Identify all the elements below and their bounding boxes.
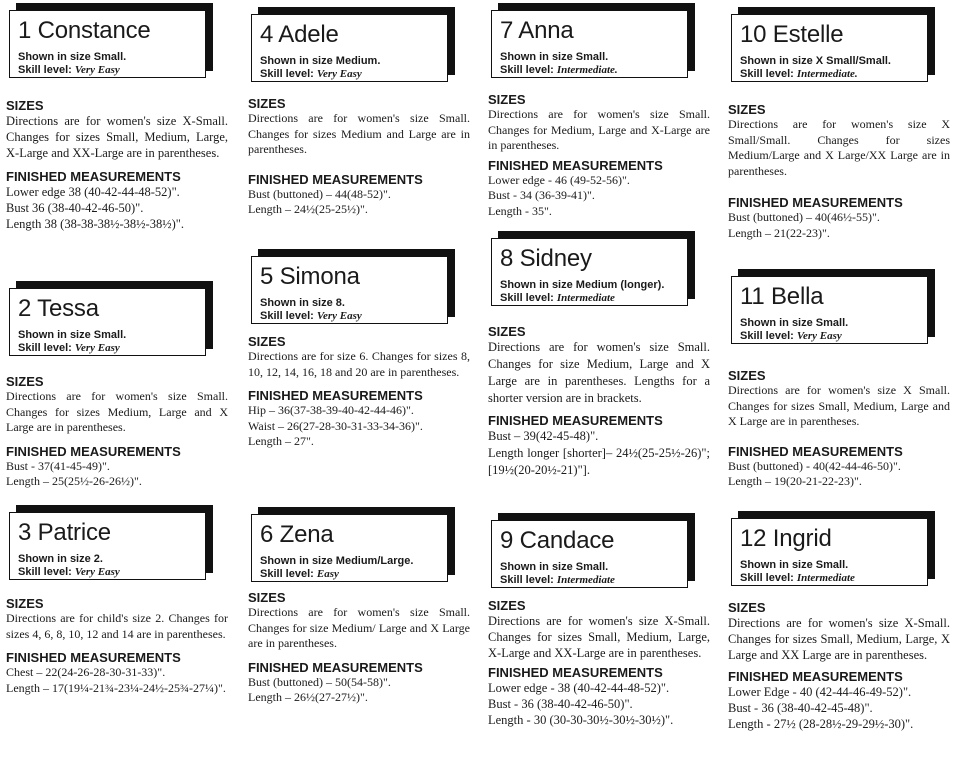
measurement: Length – 24½(25-25½)". (248, 202, 368, 216)
shown-size: Shown in size Medium/Large. (260, 555, 414, 567)
measurements-list (488, 428, 710, 479)
sizes-heading: SIZES (728, 600, 766, 615)
measurement: Lower Edge - 40 (42-44-46-49-52)". (728, 685, 912, 699)
measurement: Length – 21(22-23)". (728, 225, 830, 240)
measurement: Bust - 36 (38-40-42-46-50)". (488, 697, 633, 711)
shown-size: Shown in size Medium. (260, 55, 381, 67)
pattern-anna (488, 10, 710, 219)
sizes-heading: SIZES (6, 98, 44, 113)
measurement: Chest – 22(24-26-28-30-31-33)". (6, 665, 166, 679)
sizes-heading: SIZES (488, 92, 526, 107)
measurement: Bust 36 (38-40-42-46-50)". (6, 201, 144, 215)
measurement: Bust (buttoned) – 40(46½-55)". (728, 210, 880, 224)
skill-level: Skill level: Intermediate (500, 574, 615, 586)
pattern-title-box (731, 518, 928, 586)
pattern-name: 5 Simona (260, 263, 360, 290)
pattern-name: 7 Anna (500, 17, 574, 44)
measurements-heading: FINISHED MEASUREMENTS (6, 650, 181, 665)
measurement: Length – 26½(27-27½)". (248, 690, 368, 704)
pattern-title-box (9, 10, 206, 78)
measurement: Bust - 34 (36-39-41)". (488, 188, 595, 202)
shown-size: Shown in size 8. (260, 297, 345, 309)
sizes-text: Directions are for women's size X Small. Changes for sizes Small, Medium, Large and X Large are in parentheses. (728, 383, 950, 428)
pattern-name: 8 Sidney (500, 245, 592, 272)
pattern-constance (6, 10, 228, 232)
pattern-ingrid (728, 518, 950, 732)
measurement: Length - 27½ (28-28½-29-29½-30)". (728, 717, 914, 731)
measurement: Hip – 36(37-38-39-40-42-44-46)". (248, 403, 414, 417)
measurements-list (6, 665, 228, 696)
measurements-list (488, 173, 710, 220)
measurement: Waist – 26(27-28-30-31-33-34-36)". (248, 418, 423, 433)
pattern-bella (728, 276, 950, 490)
pattern-name: 3 Patrice (18, 519, 111, 546)
measurements-list (728, 684, 950, 732)
pattern-title-box (251, 14, 448, 82)
shown-size: Shown in size Medium (longer). (500, 279, 665, 291)
shown-size: Shown in size Small. (18, 51, 127, 63)
measurements-list (248, 403, 470, 450)
pattern-name: 2 Tessa (18, 295, 99, 322)
measurement: Length - 30 (30-30-30½-30½-30½)". (488, 713, 674, 727)
measurement: Length – 19(20-21-22-23)". (728, 474, 862, 488)
measurements-list (6, 459, 228, 490)
pattern-title-box (731, 14, 928, 82)
pattern-title-box (9, 512, 206, 580)
pattern-title-box (9, 288, 206, 356)
sizes-text: Directions are for child's size 2. Changes for sizes 4, 6, 8, 10, 12 and 14 are in parentheses. (6, 611, 228, 641)
measurements-heading: FINISHED MEASUREMENTS (6, 169, 181, 184)
skill-level: Skill level: Intermediate (740, 572, 855, 584)
sizes-text: Directions are for women's size Small. Changes for sizes Medium and Large are in parentheses. (248, 111, 470, 156)
skill-level: Skill level: Very Easy (740, 330, 842, 342)
sizes-heading: SIZES (248, 96, 286, 111)
measurements-heading: FINISHED MEASUREMENTS (6, 443, 181, 459)
shown-size: Shown in size Small. (500, 561, 609, 573)
measurement: Length – 27". (248, 434, 314, 448)
measurements-list (488, 680, 710, 728)
pattern-title-box (491, 10, 688, 78)
pattern-name: 6 Zena (260, 521, 334, 548)
measurements-list (728, 459, 950, 490)
shown-size: Shown in size Small. (740, 559, 849, 571)
measurement: Length – 25(25½-26-26½)". (6, 474, 142, 488)
measurements-heading: FINISHED MEASUREMENTS (488, 413, 663, 428)
shown-size: Shown in size Small. (740, 317, 849, 329)
sizes-heading: SIZES (248, 590, 286, 605)
measurement: Lower edge - 38 (40-42-44-48-52)". (488, 681, 670, 695)
pattern-name: 11 Bella (740, 283, 824, 310)
pattern-title-box (491, 520, 688, 588)
sizes-text: Directions are for women's size X-Small. Changes for sizes Small, Medium, Large, X-Large and XX-Large are in parentheses. (488, 614, 710, 660)
measurement: Length 38 (38-38-38½-38½-38½)". (6, 217, 184, 231)
skill-level: Skill level: Very Easy (18, 566, 120, 578)
pattern-name: 12 Ingrid (740, 525, 832, 552)
measurement: Lower edge 38 (40-42-44-48-52)". (6, 185, 180, 199)
shown-size: Shown in size 2. (18, 553, 103, 565)
shown-size: Shown in size Small. (500, 51, 609, 63)
sizes-text: Directions are for women's size Small. Changes for size Medium/ Large and X Large are in parentheses. (248, 605, 470, 650)
sizes-text: Directions are for women's size X Small/Small. Changes for sizes Medium/Large and X Large/XX Large are in parentheses. (728, 117, 950, 178)
measurement: Bust (buttoned) – 44(48-52)". (248, 186, 391, 201)
measurements-list (248, 675, 470, 706)
sizes-heading: SIZES (248, 334, 286, 349)
skill-level: Skill level: Intermediate. (500, 64, 618, 76)
pattern-name: 10 Estelle (740, 21, 844, 48)
measurement: Length - 35". (488, 203, 552, 218)
pattern-name: 9 Candace (500, 527, 615, 554)
skill-level: Skill level: Easy (260, 568, 339, 580)
sizes-text: Directions are for women's size X-Small. Changes for sizes Small, Medium, Large, X Large and XX Large are in parentheses. (728, 616, 950, 662)
pattern-patrice (6, 512, 228, 696)
sizes-heading: SIZES (488, 598, 526, 613)
measurements-heading: FINISHED MEASUREMENTS (248, 659, 423, 675)
pattern-zena (248, 514, 470, 706)
measurement: Length – 17(19¼-21¾-23¼-24½-25¾-27¼)". (6, 680, 226, 695)
sizes-text: Directions are for women's size Small. Changes for sizes Medium, Large and X Large are in parentheses. (6, 389, 228, 434)
measurements-heading: FINISHED MEASUREMENTS (248, 388, 423, 403)
measurement: Bust – 39(42-45-48)". (488, 429, 599, 443)
pattern-estelle (728, 14, 950, 241)
pattern-title-box (251, 514, 448, 582)
sizes-text: Directions are for women's size Small. Changes for Medium, Large and X-Large are in parentheses. (488, 107, 710, 152)
pattern-tessa (6, 288, 228, 490)
pattern-adele (248, 14, 470, 218)
sizes-heading: SIZES (6, 596, 44, 611)
measurements-heading: FINISHED MEASUREMENTS (728, 195, 903, 210)
measurements-heading: FINISHED MEASUREMENTS (728, 443, 903, 459)
pattern-name: 1 Constance (18, 17, 151, 44)
measurements-heading: FINISHED MEASUREMENTS (488, 665, 663, 680)
skill-level: Skill level: Very Easy (18, 342, 120, 354)
measurement: Length longer [shorter]– 24½(25-25½-26)"; [19½(20-20½-21)"]. (488, 446, 710, 477)
sizes-heading: SIZES (728, 102, 766, 117)
pattern-title-box (731, 276, 928, 344)
measurements-list (6, 184, 228, 232)
pattern-candace (488, 520, 710, 728)
measurement: Bust - 36 (38-40-42-45-48)". (728, 701, 873, 715)
sizes-heading: SIZES (728, 368, 766, 383)
measurements-list (728, 210, 950, 241)
shown-size: Shown in size X Small/Small. (740, 55, 891, 67)
skill-level: Skill level: Intermediate. (740, 68, 858, 80)
measurement: Bust (buttoned) – 50(54-58)". (248, 674, 391, 689)
measurement: Bust (buttoned) - 40(42-44-46-50)". (728, 458, 901, 473)
sizes-heading: SIZES (488, 324, 526, 339)
measurements-heading: FINISHED MEASUREMENTS (248, 171, 423, 187)
pattern-name: 4 Adele (260, 21, 339, 48)
measurement: Lower edge - 46 (49-52-56)". (488, 172, 630, 187)
skill-level: Skill level: Very Easy (18, 64, 120, 76)
pattern-title-box (491, 238, 688, 306)
measurements-heading: FINISHED MEASUREMENTS (488, 157, 663, 173)
measurements-heading: FINISHED MEASUREMENTS (728, 669, 903, 684)
sizes-text: Directions are for women's size X-Small. Changes for sizes Small, Medium, Large, X-Large and XX-Large are in parentheses. (6, 114, 228, 160)
skill-level: Skill level: Very Easy (260, 68, 362, 80)
sizes-text: Directions are for women's size Small. Changes for size Medium, Large and X Large are in parentheses. Lengths for a shorter version are in brackets. (488, 340, 710, 405)
sizes-heading: SIZES (6, 374, 44, 389)
sizes-text: Directions are for size 6. Changes for sizes 8, 10, 12, 14, 16, 18 and 20 are in parentheses. (248, 349, 470, 379)
measurement: Bust - 37(41-45-49)". (6, 458, 110, 473)
pattern-sidney (488, 238, 710, 479)
skill-level: Skill level: Very Easy (260, 310, 362, 322)
shown-size: Shown in size Small. (18, 329, 127, 341)
skill-level: Skill level: Intermediate (500, 292, 615, 304)
measurements-list (248, 187, 470, 218)
pattern-simona (248, 256, 470, 450)
pattern-title-box (251, 256, 448, 324)
